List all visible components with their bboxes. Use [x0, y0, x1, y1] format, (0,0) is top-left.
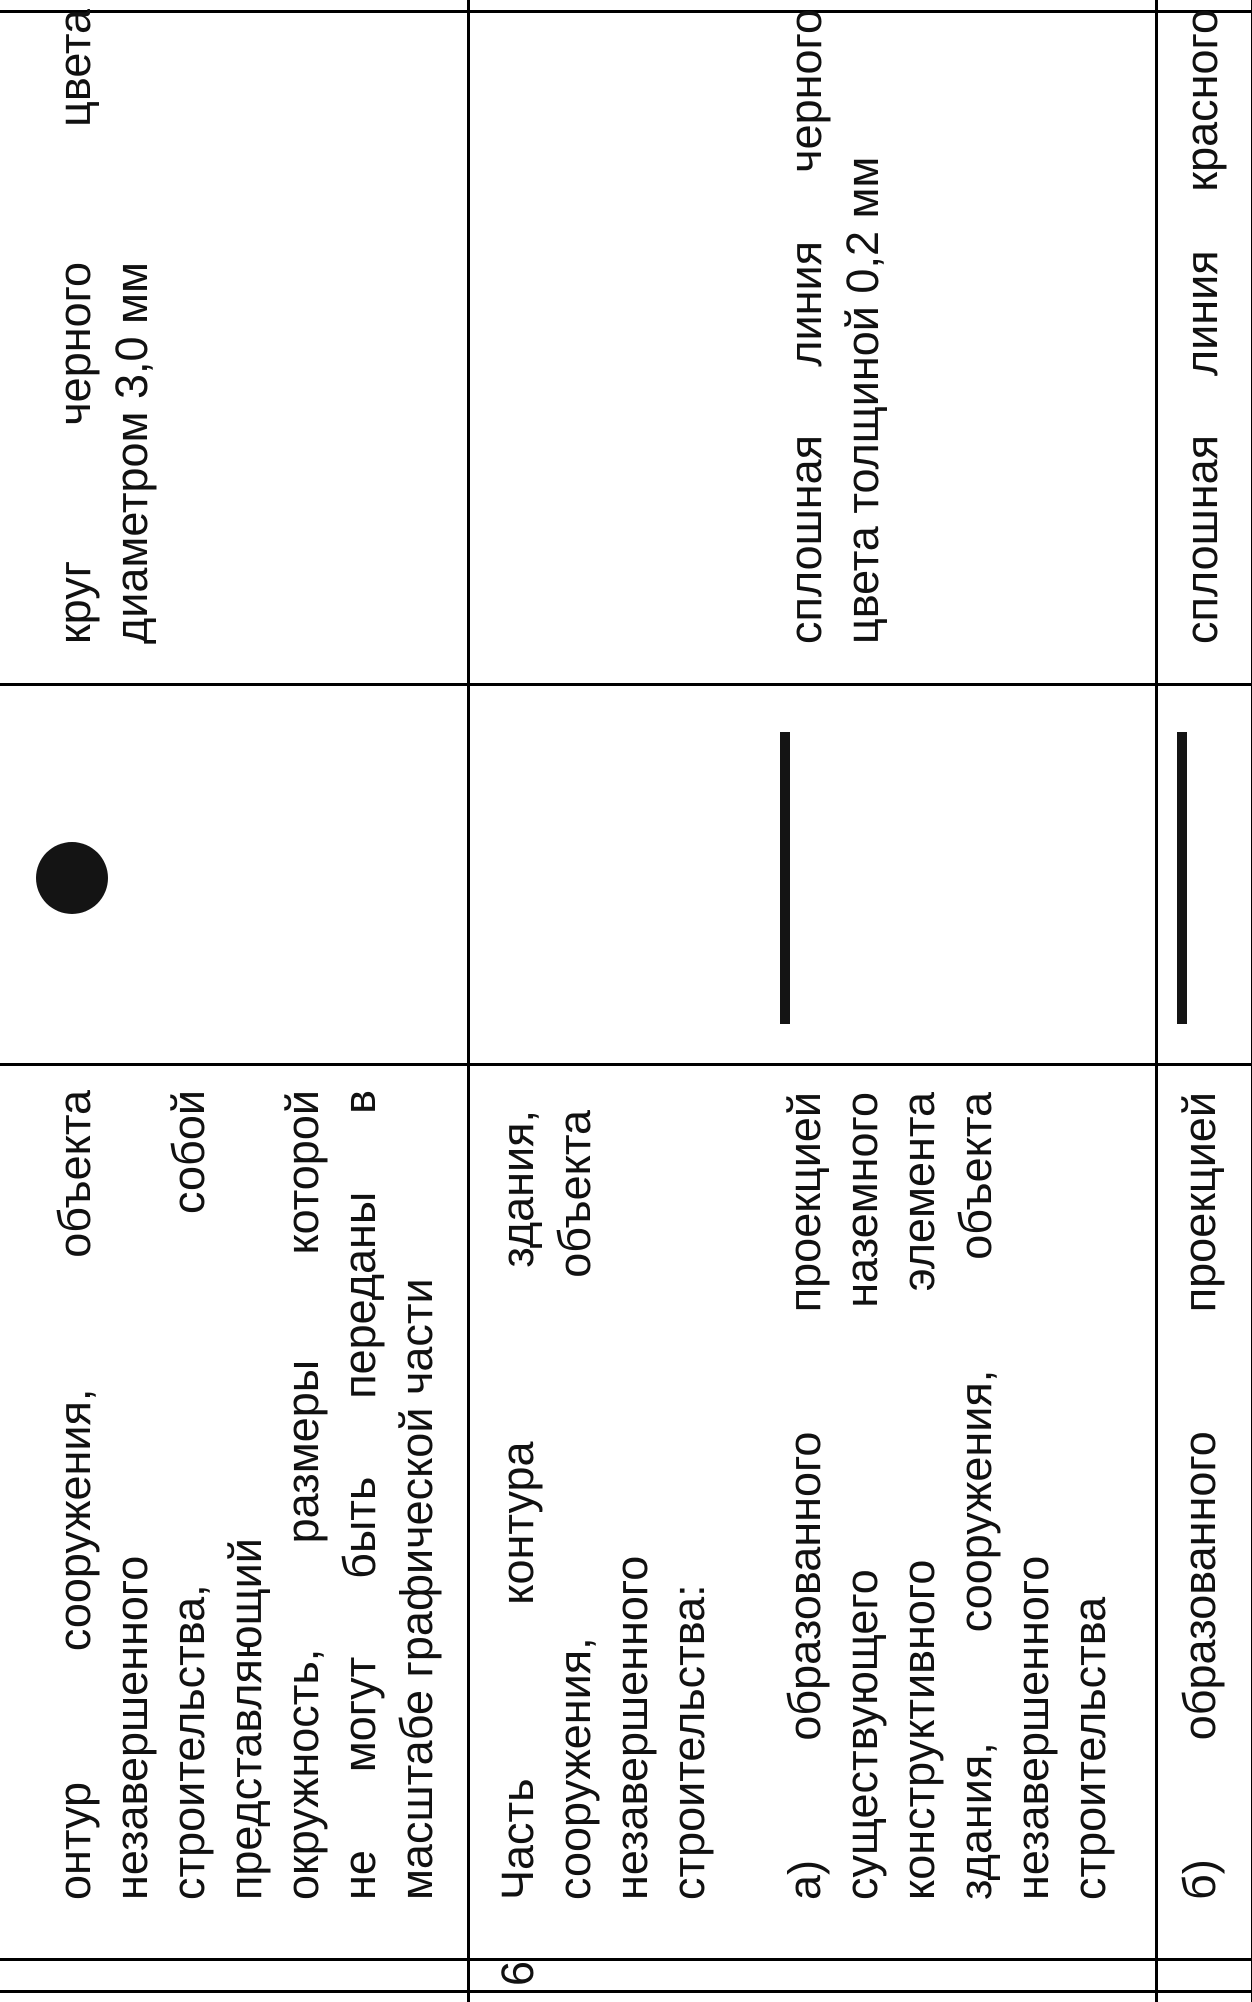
- column-divider-description: [0, 1063, 1252, 1066]
- column-divider-number: [0, 1958, 1252, 1961]
- row6a-meaning-line: сплошная линия черного: [780, 9, 831, 644]
- row-prev-desc-line: окружность, размеры которой: [277, 1090, 328, 1900]
- row6a-meaning-line: цвета толщиной 0,2 мм: [837, 156, 888, 644]
- row-prev-desc-line: строительства, собой: [163, 1090, 214, 1900]
- row6a-desc-line: незавершенного: [1007, 1555, 1058, 1900]
- table-border-top: [0, 10, 1252, 13]
- row6a-desc-line: а) образованного проекцией: [779, 1092, 830, 1900]
- row-prev-desc-line: онтур сооружения, объекта: [49, 1090, 100, 1900]
- row6-heading-line: незавершенного: [606, 1555, 657, 1900]
- table-border-bottom: [0, 1990, 1252, 1993]
- solid-line-mark: [780, 732, 790, 1024]
- row-prev-meaning-line: круг черного цвета: [49, 9, 100, 644]
- row-divider-prev-6: [467, 0, 470, 2002]
- row-prev-desc-line: незавершенного: [106, 1555, 157, 1900]
- row-prev-desc-line: масштабе графической части: [391, 1278, 442, 1900]
- row6a-desc-line: конструктивного элемента: [893, 1092, 944, 1900]
- column-divider-symbol: [0, 683, 1252, 686]
- row6b-meaning-line: сплошная линия красного: [1176, 9, 1227, 644]
- row-divider-6a-6b: [1155, 0, 1158, 2002]
- filled-circle-mark: [36, 842, 108, 914]
- row-prev-desc-line: не могут быть переданы в: [334, 1090, 385, 1900]
- row6a-desc-line: строительства: [1064, 1596, 1115, 1900]
- row-number: 6: [492, 1960, 543, 1986]
- row6-heading-line: строительства:: [663, 1584, 714, 1900]
- row6a-desc-line: здания, сооружения, объекта: [950, 1092, 1001, 1900]
- row6-heading-line: Часть контура здания,: [492, 1110, 543, 1900]
- row-prev-meaning-line: диаметром 3,0 мм: [106, 262, 157, 644]
- row6b-desc-line: б) образованного проекцией: [1174, 1092, 1225, 1900]
- row6a-desc-line: существующего наземного: [836, 1092, 887, 1900]
- row6-heading-line: сооружения, объекта: [549, 1110, 600, 1900]
- solid-line-mark: [1177, 732, 1187, 1024]
- row-prev-desc-line: представляющий: [220, 1538, 271, 1900]
